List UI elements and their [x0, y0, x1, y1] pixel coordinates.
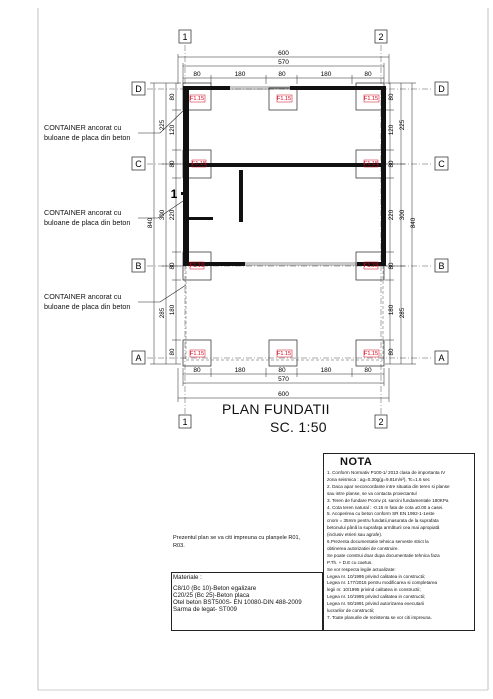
left-dim-inner: 80 [169, 160, 176, 168]
note-line: Legea nr. 50/1991 privind autorizarea executarii [327, 601, 425, 607]
beam-top-left [183, 86, 230, 90]
footing-tag: F1.15 [363, 351, 379, 357]
container-label-line: buloane de placa din beton [44, 218, 131, 227]
footing-tag: F1.15 [363, 96, 379, 102]
footing-tag: F1.15 [276, 351, 292, 357]
axis-label-1-top: 1 [182, 32, 188, 42]
left-dim-mid: 300 [159, 209, 166, 221]
beams [181, 86, 386, 266]
note-line: 4. Cota teren natural : -0.15 m fata de cota ±0.00 a casei. [327, 504, 444, 510]
left-dim-mid: 225 [159, 119, 166, 131]
section-cut-mark [181, 192, 189, 195]
top-dim-seg: 180 [234, 71, 246, 78]
right-dim-inner: 220 [388, 209, 395, 221]
left-dim-inner: 80 [169, 348, 176, 356]
right-dim-inner: 80 [388, 262, 395, 270]
axis-label-D-left: D [135, 84, 142, 94]
note-line: lucrarilor de constructii; [327, 608, 375, 613]
footing-tag: F1.15 [189, 351, 205, 357]
axis-label-C-left: C [135, 159, 142, 169]
note-line: Legea nr. 10/1995 privind calitatea in constructii; [327, 573, 426, 579]
note-line: (inclusiv etrieri sau agrafe). [327, 532, 383, 538]
top-dim-seg: 80 [193, 71, 201, 78]
container-label-line: buloane de placa din beton [44, 133, 131, 142]
bottom-dim-seg: 80 [364, 367, 372, 374]
axis-label-C-right: C [438, 159, 445, 169]
axis-label-A-right: A [438, 353, 445, 363]
left-dim-inner: 180 [169, 304, 176, 316]
materials-line: Sarma de legat- ST009 [173, 606, 237, 613]
note-line: 6.Prezenta documentatie tehnica serveste strict la [327, 539, 429, 544]
axis-label-D-right: D [438, 84, 445, 94]
notes-title: NOTA [340, 456, 373, 468]
axis-label-B-left: B [135, 261, 142, 271]
top-dim-seg: 180 [320, 71, 332, 78]
note-line: sau intre planse, se va contacta proiectantul [327, 490, 417, 496]
right-dim-mid: 285 [399, 307, 406, 319]
footing-pads [183, 83, 384, 366]
axis-label-2-top: 2 [378, 32, 384, 42]
note-line: 7. Toate planurile de rezistenta se vor citi impreuna. [327, 614, 432, 620]
axis-label-1-bottom: 1 [182, 417, 188, 427]
left-dim-mid: 285 [159, 307, 166, 319]
right-dim-inner: 80 [388, 160, 395, 168]
note-line: obtinerea autorizatiei de construire. [327, 545, 399, 551]
container-label-line: buloane de placa din beton [44, 302, 131, 311]
footing-tag: F1.15 [276, 96, 292, 102]
bottom-dim-seg: 180 [234, 367, 246, 374]
note-line: zona seismica : ag=0.30g(g=9.81m/s²), Tc=1.6 sec [327, 476, 430, 482]
bottom-dim-overall: 600 [278, 391, 289, 398]
note-line: legii nr. 10/1995 privind calitatea in constructii; [327, 587, 421, 593]
axis-label-B-right: B [438, 261, 445, 271]
top-dim-inner: 570 [278, 59, 289, 66]
note-line: cnom = 35mm pentru fundatii,masurata de la suprafata [327, 518, 439, 524]
top-dim-seg: 80 [278, 71, 286, 78]
footing-tag: F1.15 [191, 161, 207, 167]
bottom-dim-seg: 180 [320, 367, 332, 374]
footing-tag: F1.15 [189, 263, 205, 269]
footing-tag: F1.15 [189, 96, 205, 102]
container-label-line: CONTAINER ancorat cu [44, 208, 122, 217]
materials-line: Otel beton BST500S- EN 10080-DIN 488-2009 [173, 599, 302, 606]
drawing-title: PLAN FUNDATII [222, 401, 330, 417]
container-label [44, 292, 130, 312]
right-dim-inner: 180 [388, 304, 395, 316]
left-dim-inner: 80 [169, 262, 176, 270]
container-label [44, 208, 130, 228]
inner-wall-stub [189, 217, 213, 220]
beam-right [381, 86, 386, 266]
note-line: Se poate construi doar dupa documentatie tehnica faza [327, 552, 440, 558]
container-label-line: CONTAINER ancorat cu [44, 292, 122, 301]
axis-label-2-bottom: 2 [378, 417, 384, 427]
presentation-line: Prezentul plan se va citi impreuna cu planșele R01, [173, 535, 301, 541]
top-dim-overall: 600 [278, 50, 289, 57]
note-line: Legea nr. 10/1995 privind calitatea in constructii; [327, 594, 426, 600]
note-line: P.Th. + D.E cu caetus. [327, 559, 373, 565]
presentation-line: R03. [173, 543, 185, 549]
beam-axis-c [183, 163, 386, 167]
materials-line: C20/25 (Bc 25)-Beton placa [173, 592, 250, 599]
left-dim-inner: 120 [169, 124, 176, 136]
axis-label-A-left: A [135, 353, 142, 363]
beam-left [183, 86, 189, 266]
footing-tag: F1.15 [363, 161, 379, 167]
right-dim-inner: 120 [388, 124, 395, 136]
note-line: 2. Daca apar neconcordante intre situatia din teren si planse [327, 483, 450, 489]
footing-tag: F1.15 [363, 263, 379, 269]
bottom-dim-seg: 80 [193, 367, 201, 374]
left-dim-inner: 80 [169, 93, 176, 101]
top-dim-seg: 80 [364, 71, 372, 78]
left-dim-overall: 840 [147, 217, 154, 229]
section-mark: 1 [170, 187, 178, 201]
note-line: 5. Acoperirea cu beton conform SR EN 1992-1-1este [327, 511, 435, 517]
note-line: betonului până la suprafaţa armăturii cea mai apropiată [327, 525, 440, 531]
bottom-dim-seg: 80 [278, 367, 286, 374]
materials-line: C8/10 (Bc 10)-Beton egalizare [173, 585, 257, 592]
beam-top-right [290, 86, 386, 90]
note-line: Se vor respecta legile actualizate: [327, 566, 396, 572]
materials-title: Materiale : [173, 574, 202, 581]
bottom-dim-inner: 570 [278, 376, 289, 383]
container-label-line: CONTAINER ancorat cu [44, 123, 122, 132]
inner-wall [239, 170, 243, 222]
right-dim-inner: 80 [388, 348, 395, 356]
right-dim-overall: 840 [410, 217, 417, 229]
note-line: Legea nr. 177/2015 pentru modificarea si completarea [327, 580, 438, 586]
left-dim-inner: 220 [169, 209, 176, 221]
right-dim-mid: 225 [399, 119, 406, 131]
note-line: 1. Conform Normativ P100-1/ 2013 clasa de importanta IV [327, 470, 446, 475]
right-dim-mid: 300 [399, 209, 406, 221]
note-line: 3. Teren de fundare Pconv pt. sarcini fundamentale 180KPa [327, 497, 449, 503]
drawing-scale: SC. 1:50 [270, 419, 327, 435]
container-label [44, 123, 130, 143]
right-dim-inner: 80 [388, 93, 395, 101]
